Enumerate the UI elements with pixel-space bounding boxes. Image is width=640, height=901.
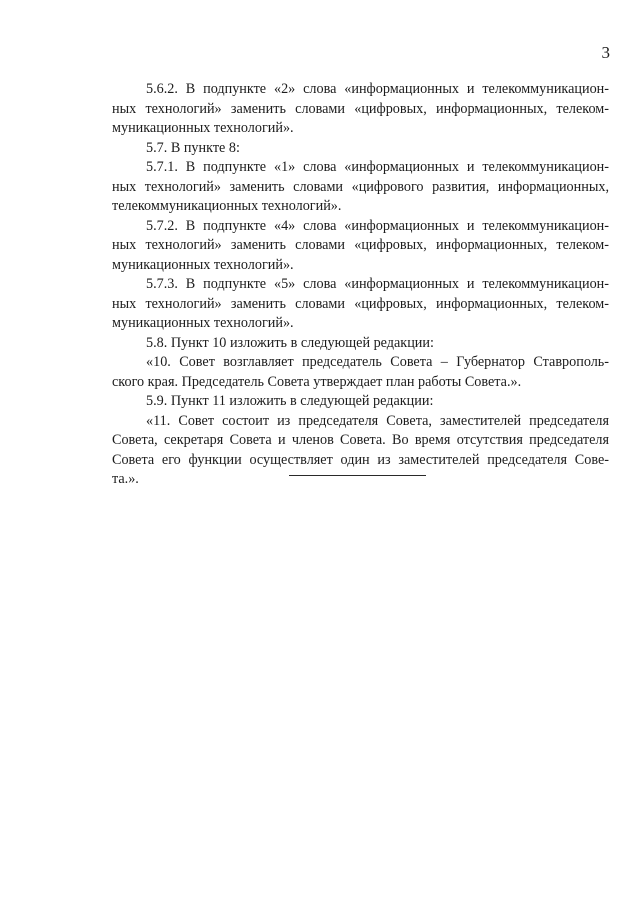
text-line: 5.8. Пункт 10 изложить в следующей редакции:: [146, 334, 434, 351]
text-line: 5.7. В пункте 8:: [146, 139, 240, 156]
text-line: 5.7.3. В подпункте «5» слова «информационных и телекоммуникацион-: [146, 276, 609, 292]
text-line: 5.7.1. В подпункте «1» слова «информационных и телекоммуникацион-: [146, 159, 609, 175]
text-line: «10. Совет возглавляет председатель Совета – Губернатор Ставрополь-: [146, 354, 609, 370]
text-line: «11. Совет состоит из председателя Совета, заместителей председателя: [146, 412, 609, 429]
page-number: 3: [601, 43, 610, 62]
text-line: ных технологий» заменить словами «цифровых, информационных, телеком-: [112, 100, 609, 117]
text-line: 5.7.2. В подпункте «4» слова «информационных и телекоммуникацион-: [146, 217, 609, 234]
text-line: Совета, секретаря Совета и членов Совета. Во время отсутствия председателя: [112, 432, 609, 448]
document-body: [112, 80, 609, 490]
text-line: муникационных технологий».: [112, 315, 294, 331]
text-line: ных технологий» заменить словами «цифровых, информационных, телеком-: [112, 295, 609, 312]
text-line: та.».: [112, 471, 139, 487]
text-line: Совета его функции осуществляет один из заместителей председателя Сове-: [112, 451, 609, 468]
text-line: ных технологий» заменить словами «цифрового развития, информационных,: [112, 178, 609, 195]
text-line: муникационных технологий».: [112, 256, 294, 273]
text-line: телекоммуникационных технологий».: [112, 198, 342, 214]
text-line: муникационных технологий».: [112, 120, 294, 136]
text-line: ского края. Председатель Совета утверждает план работы Совета.».: [112, 373, 522, 390]
text-line: 5.9. Пункт 11 изложить в следующей редакции:: [146, 393, 434, 409]
end-separator-line: [289, 475, 426, 476]
text-line: 5.6.2. В подпункте «2» слова «информационных и телекоммуникацион-: [146, 81, 609, 97]
text-line: ных технологий» заменить словами «цифровых, информационных, телеком-: [112, 237, 609, 253]
